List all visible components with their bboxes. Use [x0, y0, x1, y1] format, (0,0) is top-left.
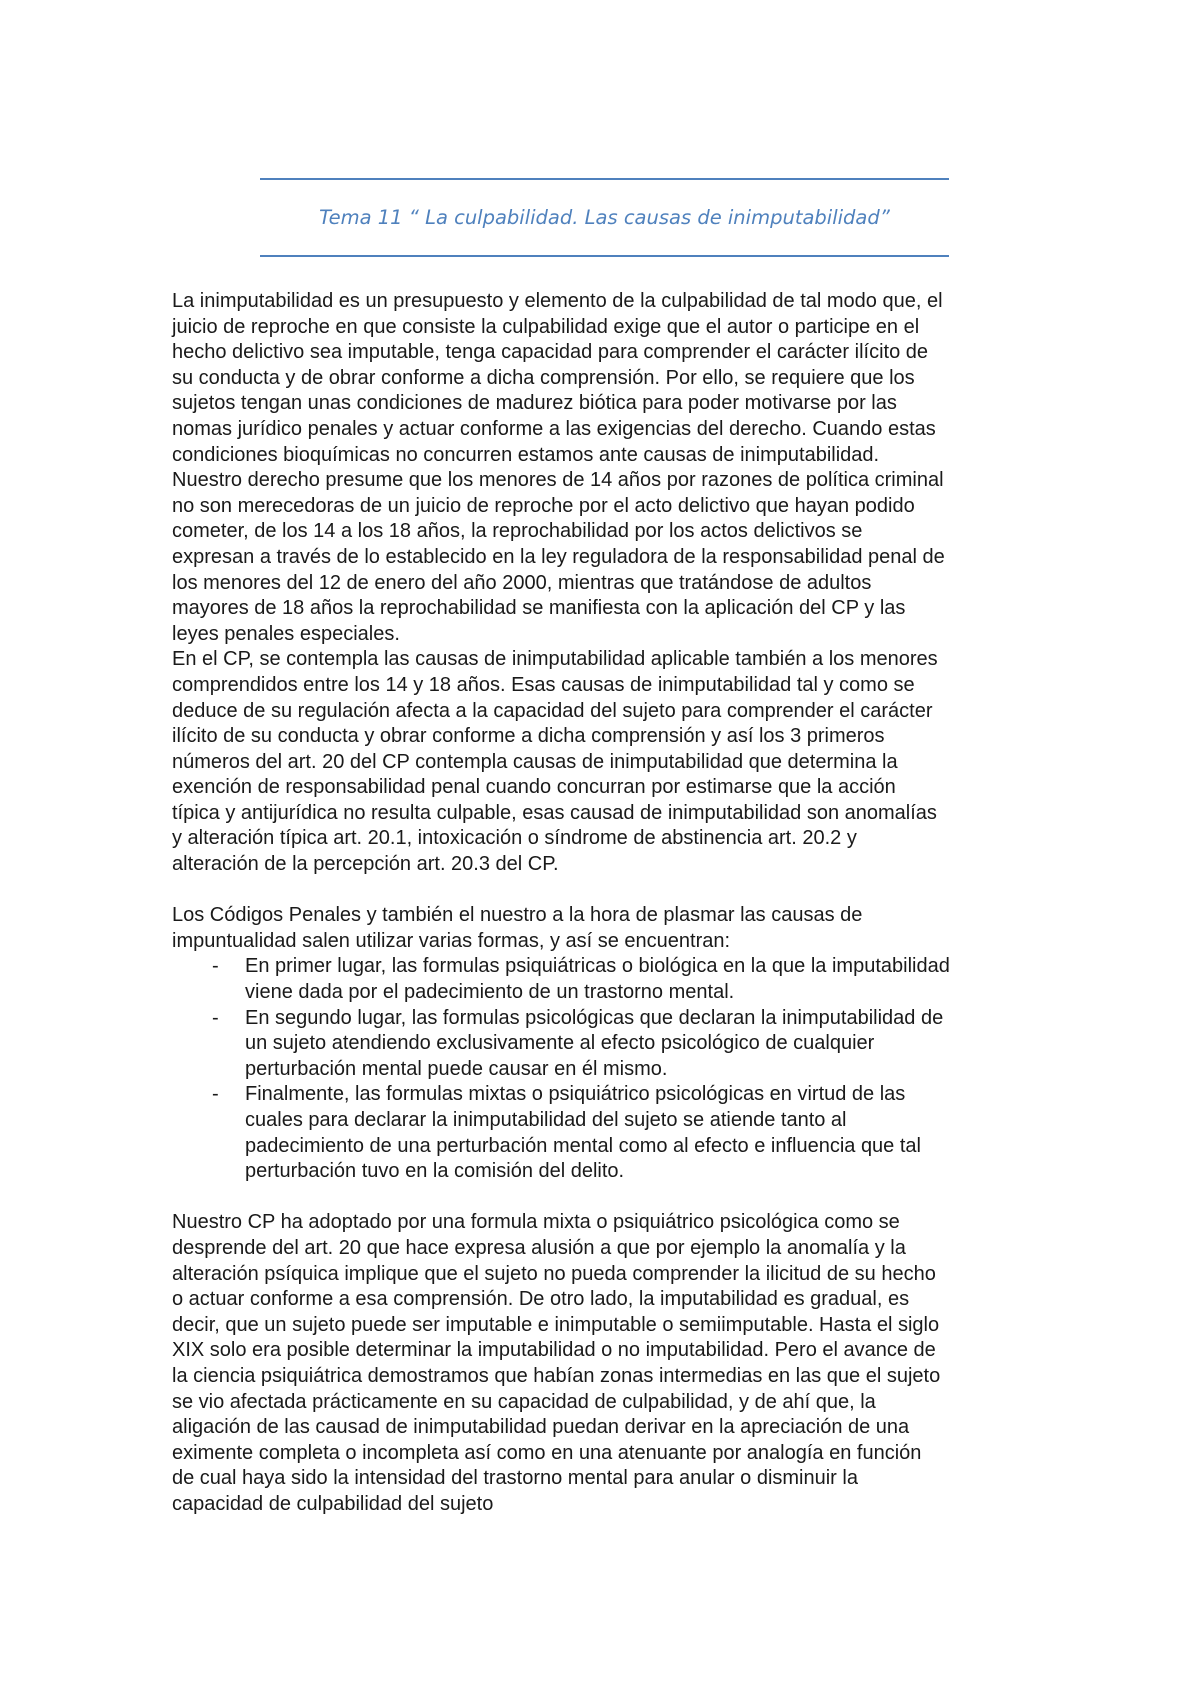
- text-line: los menores del 12 de enero del año 2000, mientras que tratándose de adultos: [172, 571, 872, 594]
- text-line: hecho delictivo sea imputable, tenga capacidad para comprender el carácter ilícito de: [172, 341, 928, 364]
- bullet-line: [172, 1031, 1042, 1057]
- title-block: [260, 178, 949, 257]
- list-item: [172, 1006, 1042, 1083]
- text-line: sujetos tengan unas condiciones de madurez biótica para poder motivarse por las: [172, 392, 897, 415]
- text-line: de cual haya sido la intensidad del trastorno mental para anular o disminuir la: [172, 1467, 858, 1490]
- text-line: La inimputabilidad es un presupuesto y elemento de la culpabilidad de tal modo que, el: [172, 290, 943, 312]
- bullet-line: [172, 1134, 1042, 1160]
- text-line: desprende del art. 20 que hace expresa alusión a que por ejemplo la anomalía y la: [172, 1236, 906, 1259]
- bullet-text: perturbación tuvo en la comisión del delito.: [245, 1160, 625, 1183]
- paragraph-2: [172, 903, 1042, 954]
- text-line: típica y antijurídica no resulta culpable, esas causad de inimputabilidad son anomalías: [172, 801, 937, 824]
- text-line: En el CP, se contempla las causas de inimputabilidad aplicable también a los menores: [172, 648, 938, 671]
- list-item: [172, 1082, 1042, 1184]
- bullet-dash: -: [212, 1083, 219, 1106]
- text-line: su conducta y de obrar conforme a dicha comprensión. Por ello, se requiere que los: [172, 366, 915, 389]
- text-line: aligación de las causad de inimputabilidad puedan derivar en la apreciación de una: [172, 1416, 910, 1439]
- bullet-text: perturbación mental puede causar en él mismo.: [245, 1057, 668, 1080]
- bullet-text: un sujeto atendiendo exclusivamente al efecto psicológico de cualquier: [245, 1032, 875, 1055]
- bullet-line: [172, 980, 1042, 1006]
- bullet-dash: -: [212, 955, 219, 978]
- bullet-line: [172, 1082, 1042, 1108]
- bullet-text: Finalmente, las formulas mixtas o psiquiátrico psicológicas en virtud de las: [245, 1083, 906, 1106]
- document-body: [172, 289, 1042, 1518]
- paragraph-spacer: [172, 1185, 1042, 1211]
- text-line: deduce de su regulación afecta a la capacidad del sujeto para comprender el carácter: [172, 699, 933, 722]
- title-bottom-rule: [260, 255, 949, 257]
- text-line: XIX solo era posible determinar la imputabilidad o no imputabilidad. Pero el avance de: [172, 1339, 936, 1362]
- bullet-list: [172, 954, 1042, 1184]
- text-line: condiciones bioquímicas no concurren estamos ante causas de inimputabilidad.: [172, 443, 880, 466]
- bullet-dash: -: [212, 1006, 219, 1029]
- bullet-line: [172, 954, 1042, 980]
- bullet-line: [172, 1159, 1042, 1185]
- bullet-line: [172, 1108, 1042, 1134]
- text-line: se vio afectada prácticamente en su capacidad de culpabilidad, y de ahí que, la: [172, 1390, 876, 1413]
- text-line: alteración de la percepción art. 20.3 del CP.: [172, 853, 559, 876]
- bullet-text: En primer lugar, las formulas psiquiátricas o biológica en la que la imputabilidad: [245, 955, 950, 978]
- bullet-text: viene dada por el padecimiento de un trastorno mental.: [245, 981, 735, 1004]
- bullet-text: cuales para declarar la inimputabilidad del sujeto se atiende tanto al: [245, 1109, 847, 1131]
- text-line: no son merecedoras de un juicio de reproche por el acto delictivo que hayan podido: [172, 494, 915, 517]
- text-line: ilícito de su conducta y obrar conforme a dicha comprensión y así los 3 primeros: [172, 725, 885, 748]
- bullet-text: En segundo lugar, las formulas psicológicas que declaran la inimputabilidad de: [245, 1006, 944, 1029]
- document-title: Tema 11 “ La culpabilidad. Las causas de inimputabilidad”: [319, 206, 890, 229]
- bullet-line: [172, 1057, 1042, 1083]
- paragraph-3: [172, 1210, 1042, 1517]
- text-line: leyes penales especiales.: [172, 622, 400, 645]
- text-line: eximente completa o incompleta así como en una atenuante por analogía en función: [172, 1441, 922, 1464]
- text-line: Nuestro CP ha adoptado por una formula mixta o psiquiátrico psicológica como se: [172, 1211, 900, 1234]
- text-line: capacidad de culpabilidad del sujeto: [172, 1492, 494, 1515]
- bullet-text: padecimiento de una perturbación mental como al efecto e influencia que tal: [245, 1134, 921, 1157]
- text-line: cometer, de los 14 a los 18 años, la reprochabilidad por los actos delictivos se: [172, 520, 863, 543]
- text-line: exención de responsabilidad penal cuando concurran por estimarse que la acción: [172, 776, 896, 799]
- bullet-line: [172, 1006, 1042, 1032]
- paragraph-spacer: [172, 878, 1042, 904]
- text-line: mayores de 18 años la reprochabilidad se manifiesta con la aplicación del CP y las: [172, 597, 906, 620]
- list-item: [172, 954, 1042, 1005]
- text-line: expresan a través de lo establecido en la ley reguladora de la responsabilidad penal de: [172, 545, 945, 568]
- text-line: alteración psíquica implique que el sujeto no pueda comprender la ilicitud de su hecho: [172, 1262, 936, 1285]
- text-line: la ciencia psiquiátrica demostramos que habían zonas intermedias en las que el sujeto: [172, 1364, 941, 1387]
- text-line: comprendidos entre los 14 y 18 años. Esas causas de inimputabilidad tal y como se: [172, 673, 915, 696]
- text-line: decir, que un sujeto puede ser imputable e inimputable o semiimputable. Hasta el siglo: [172, 1313, 940, 1336]
- text-line: números del art. 20 del CP contempla causas de inimputabilidad que determina la: [172, 750, 898, 773]
- text-line: o actuar conforme a esa comprensión. De otro lado, la imputabilidad es gradual, es: [172, 1288, 910, 1311]
- text-line: Nuestro derecho presume que los menores de 14 años por razones de política criminal: [172, 469, 944, 492]
- text-line: nomas jurídico penales y actuar conforme a las exigencias del derecho. Cuando estas: [172, 417, 936, 440]
- text-line: juicio de reproche en que consiste la culpabilidad exige que el autor o participe en el: [172, 315, 920, 338]
- text-line: Los Códigos Penales y también el nuestro a la hora de plasmar las causas de: [172, 904, 863, 927]
- text-line: y alteración típica art. 20.1, intoxicación o síndrome de abstinencia art. 20.2 y: [172, 827, 857, 850]
- text-line: impuntualidad salen utilizar varias formas, y así se encuentran:: [172, 929, 731, 952]
- paragraph-1: [172, 289, 1042, 878]
